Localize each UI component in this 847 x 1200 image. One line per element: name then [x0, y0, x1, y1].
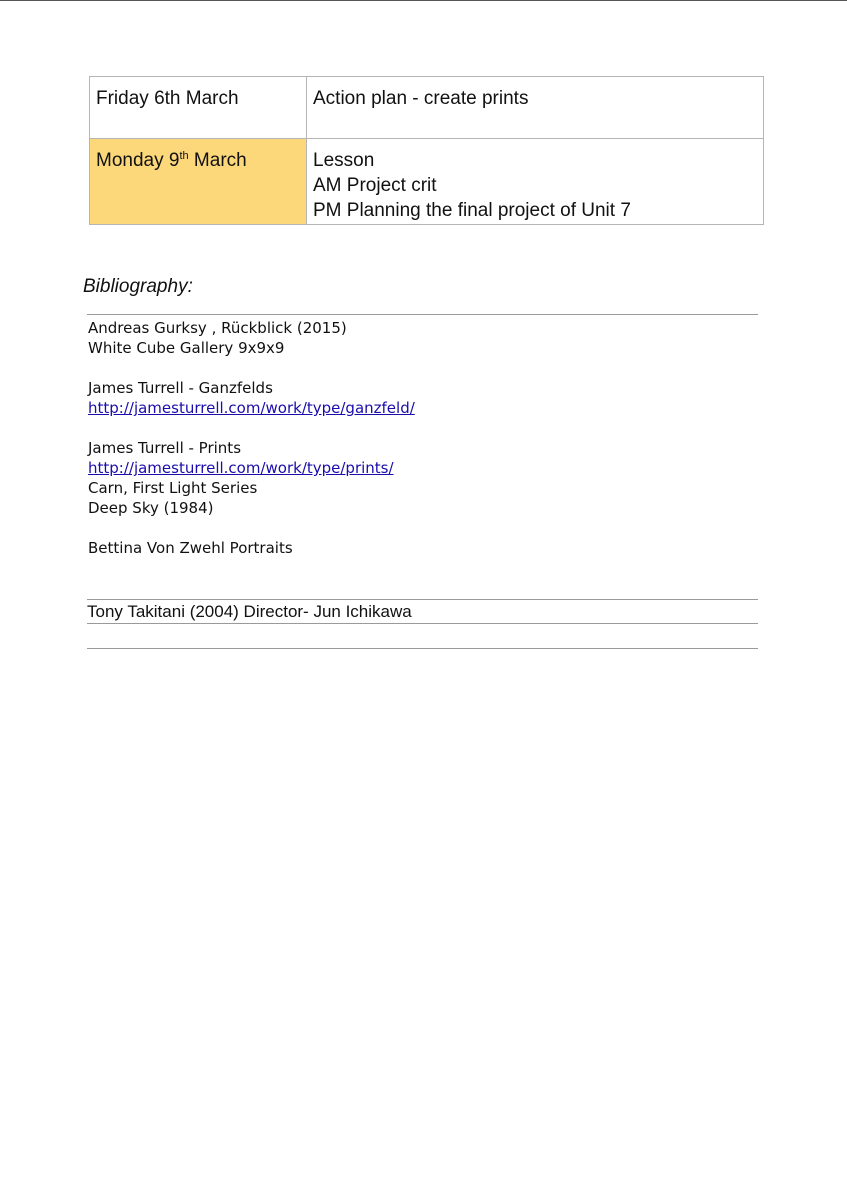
divider — [87, 648, 758, 649]
activity-cell — [307, 139, 764, 225]
date-text: Monday 9 — [96, 150, 180, 171]
divider — [87, 314, 758, 315]
date-month: March — [188, 150, 247, 171]
bibliography-heading: Bibliography: — [83, 276, 193, 297]
reference-line: White Cube Gallery 9x9x9 — [88, 339, 285, 357]
page-top-border — [0, 0, 847, 1]
film-reference: Tony Takitani (2004) Director- Jun Ichikawa — [87, 602, 412, 621]
activity-line: Action plan - create prints — [313, 88, 529, 109]
date-cell — [90, 77, 307, 139]
reference-line: Deep Sky (1984) — [88, 499, 214, 517]
activity-line: Lesson — [313, 150, 375, 171]
activity-cell — [307, 77, 764, 139]
date-ordinal-suffix: th — [179, 150, 189, 162]
schedule-table — [89, 76, 764, 225]
divider — [87, 623, 758, 624]
reference-line: Andreas Gurksy , Rückblick (2015) — [88, 319, 347, 337]
date-cell-highlighted — [90, 139, 307, 225]
divider — [87, 599, 758, 600]
reference-line: James Turrell - Prints — [88, 439, 242, 457]
table-row — [90, 77, 764, 139]
ganzfeld-link[interactable]: http://jamesturrell.com/work/type/ganzfeld/ — [88, 399, 415, 417]
prints-link[interactable]: http://jamesturrell.com/work/type/prints/ — [88, 459, 394, 477]
reference-line: James Turrell - Ganzfelds — [88, 379, 273, 397]
bibliography-list — [88, 318, 748, 558]
reference-line: Carn, First Light Series — [88, 479, 258, 497]
activity-line: PM Planning the final project of Unit 7 — [313, 200, 631, 221]
activity-line: AM Project crit — [313, 175, 437, 196]
table-row — [90, 139, 764, 225]
reference-line: Bettina Von Zwehl Portraits — [88, 539, 293, 557]
date-text: Friday 6th March — [96, 88, 239, 109]
